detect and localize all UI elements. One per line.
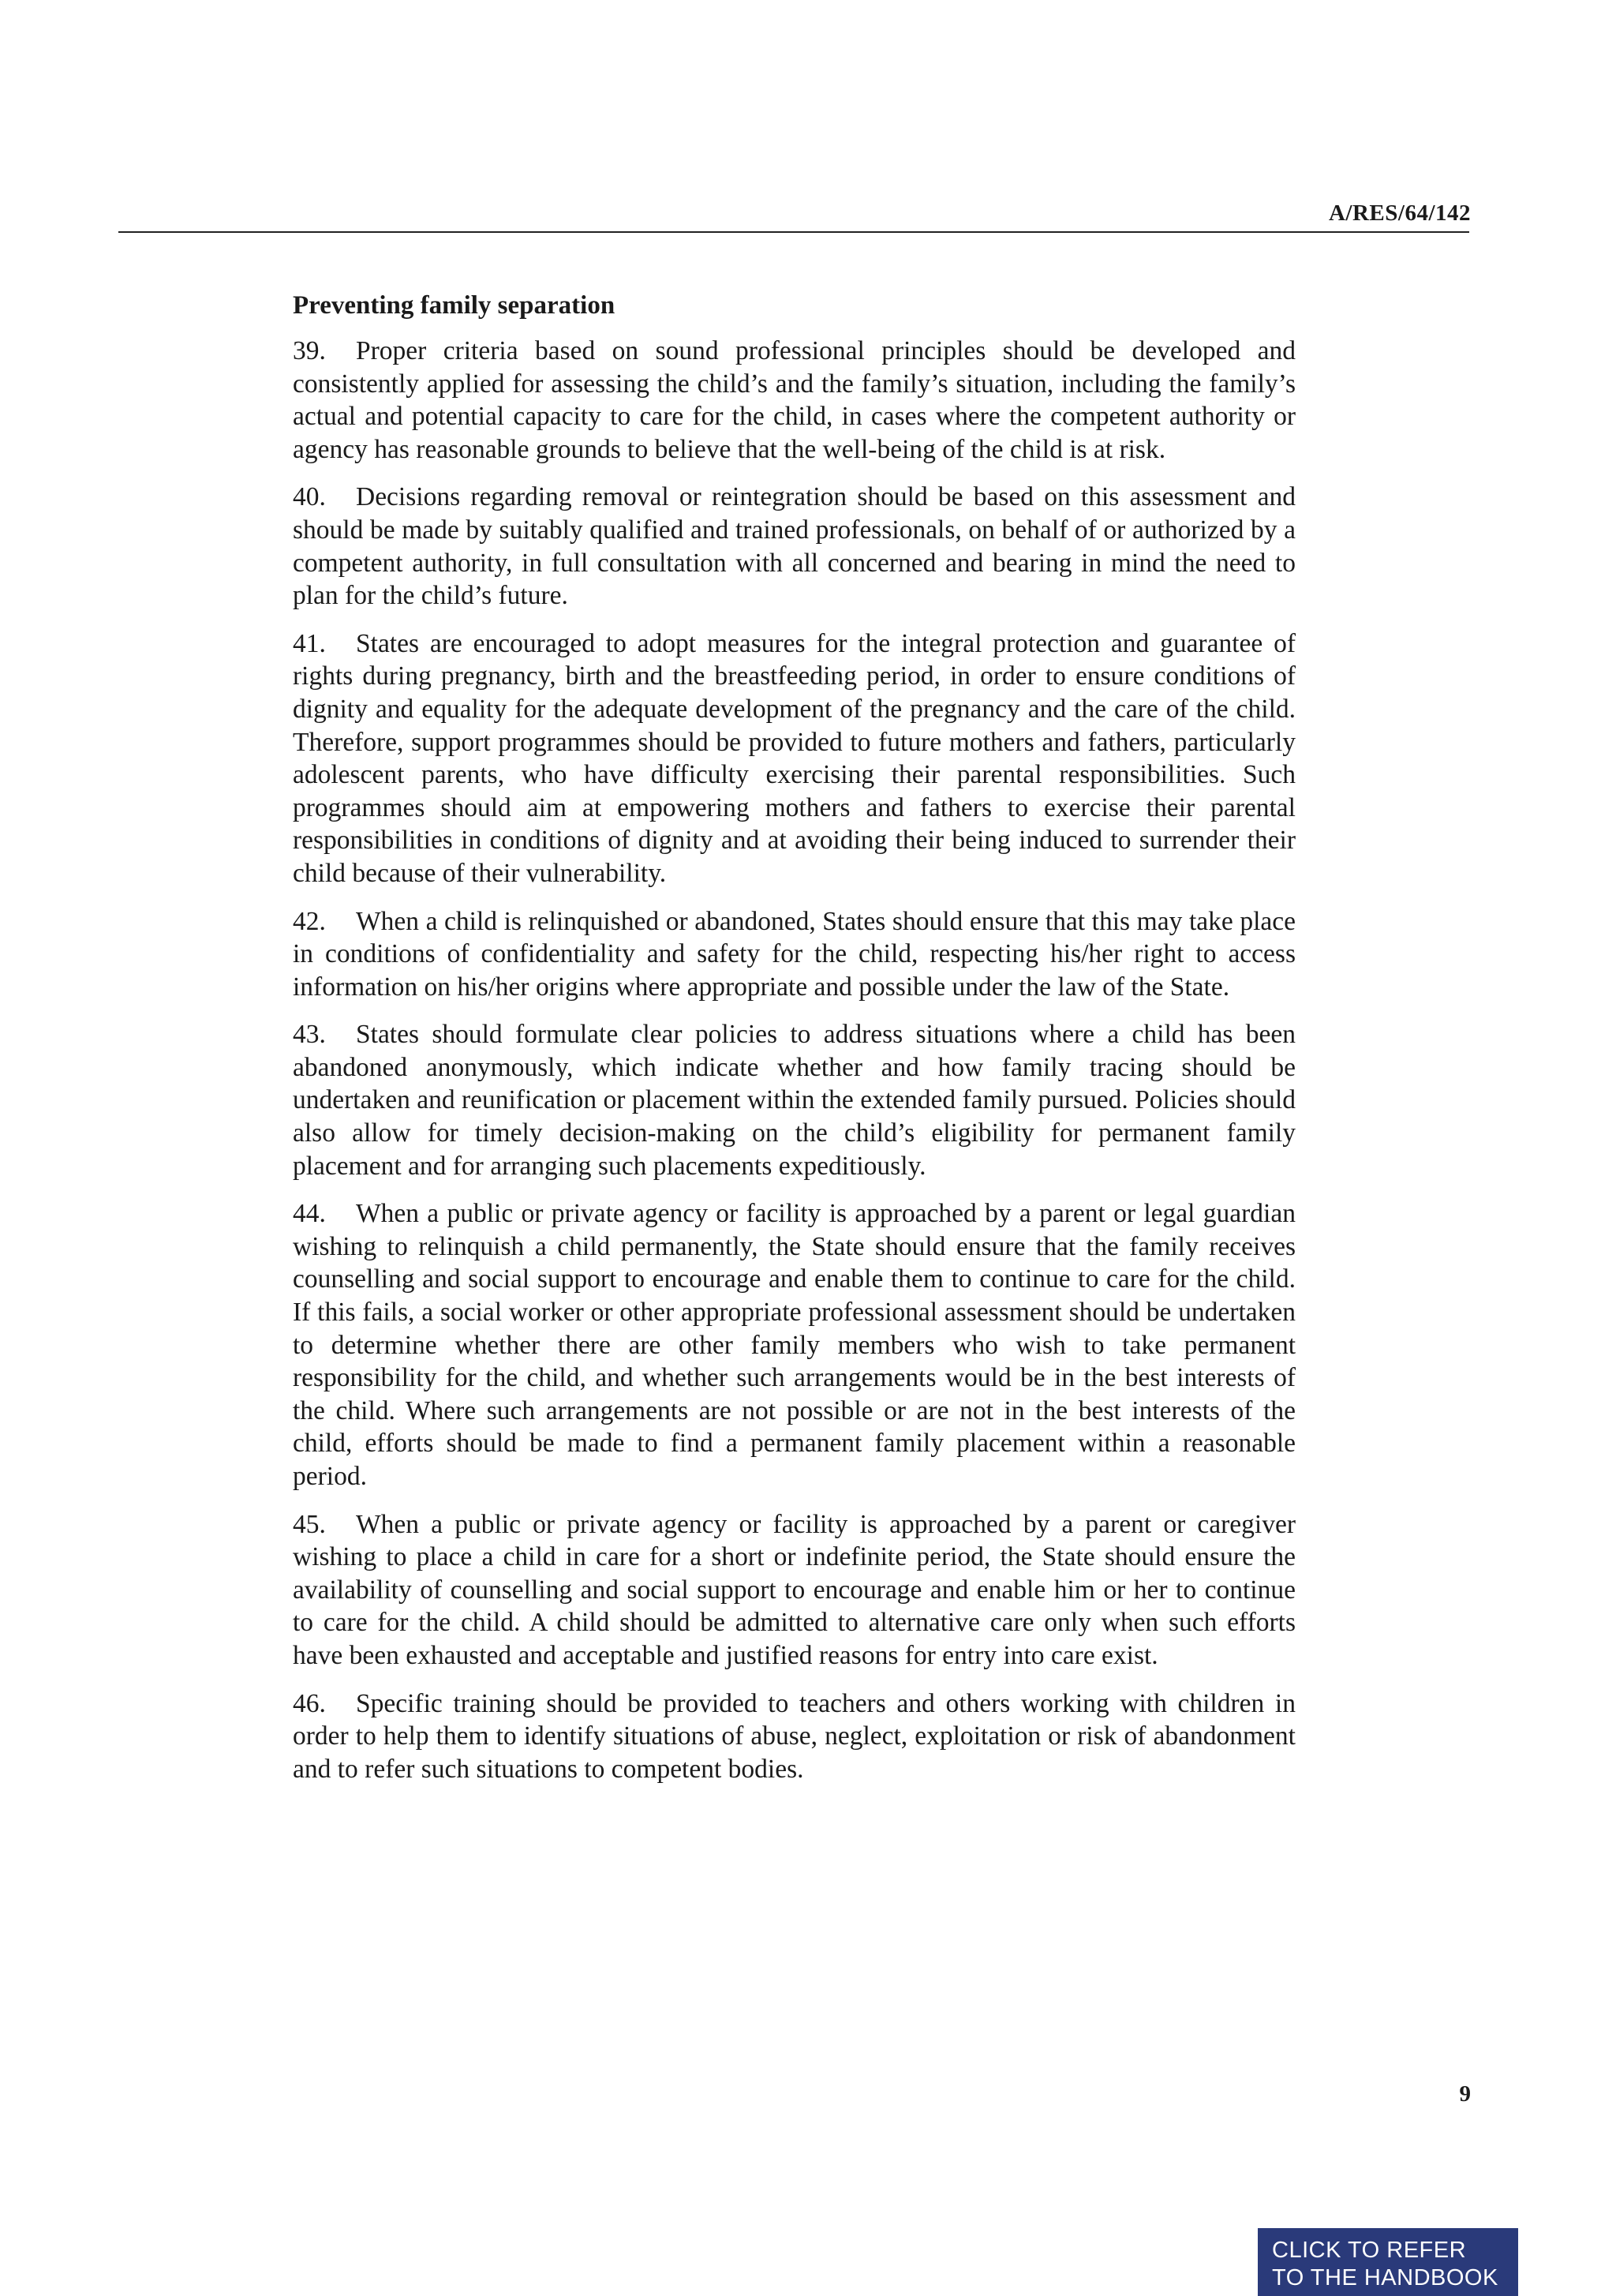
paragraph-text: When a public or private agency or facility is approached by a parent or caregiver wishing to place a child in care for a short or indefinite period, the State should ensure the availability of counselling and social support to encourage and enable him or her to continue to care for the child. A child should be admitted to alternative care only when such efforts have been exhausted and acceptable and justified reasons for entry into care exist. <box>293 1509 1296 1670</box>
paragraph-44 <box>293 1197 1296 1493</box>
paragraph-number: 46. <box>293 1688 326 1718</box>
paragraph-41 <box>293 627 1296 890</box>
paragraph-43 <box>293 1018 1296 1182</box>
paragraph-text: Proper criteria based on sound professional principles should be developed and consistently applied for assessing the child’s and the family’s situation, including the family’s actual and potential capacity to care for the child, in cases where the competent authority or agency has reasonable grounds to believe that the well-being of the child is at risk. <box>293 336 1296 464</box>
handbook-link-button[interactable] <box>1258 2228 1518 2296</box>
paragraph-number: 40. <box>293 482 326 512</box>
page-number: 9 <box>1459 2081 1471 2107</box>
paragraph-number: 39. <box>293 336 326 365</box>
paragraph-45 <box>293 1508 1296 1672</box>
page-content <box>293 289 1296 1800</box>
section-heading: Preventing family separation <box>293 291 615 320</box>
header-rule <box>118 231 1469 233</box>
paragraph-number: 43. <box>293 1020 326 1050</box>
paragraph-text: When a child is relinquished or abandoned, States should ensure that this may take place in conditions of confidentiality and safety for the child, respecting his/her right to access information on his/her origins where appropriate and possible under the law of the State. <box>293 906 1296 1002</box>
document-symbol: A/RES/64/142 <box>1328 200 1471 226</box>
handbook-button-line-1: CLICK TO REFER <box>1272 2238 1467 2263</box>
paragraph-text: States should formulate clear policies to address situations where a child has been abandoned anonymously, which indicate whether and how family tracing should be undertaken and reunification or placement within the extended family pursued. Policies should also allow for timely decision-making on the child’s eligibility for permanent family placement and for arranging such placements expeditiously. <box>293 1020 1296 1181</box>
paragraph-number: 42. <box>293 906 326 936</box>
paragraph-number: 44. <box>293 1199 326 1229</box>
paragraph-39 <box>293 335 1296 466</box>
paragraph-text: When a public or private agency or facility is approached by a parent or legal guardian wishing to relinquish a child permanently, the State should ensure that the family receives counselling and social support to encourage and enable them to continue to care for the child. If this fails, a social worker or other appropriate professional assessment should be undertaken to determine whether there are other family members who wish to take permanent responsibility for the child, and whether such arrangements would be in the best interests of the child. Where such arrangements are not possible or are not in the best interests of the child, efforts should be made to find a permanent family placement within a reasonable period. <box>293 1199 1296 1491</box>
handbook-button-line-2: TO THE HANDBOOK <box>1272 2265 1498 2290</box>
paragraph-text: Decisions regarding removal or reintegration should be based on this assessment and should be made by suitably qualified and trained professionals, on behalf of or authorized by a competent authority, in full consultation with all concerned and bearing in mind the need to plan for the child’s future. <box>293 482 1296 611</box>
paragraph-number: 45. <box>293 1509 326 1539</box>
paragraph-42 <box>293 905 1296 1004</box>
paragraph-number: 41. <box>293 628 326 658</box>
paragraph-text: States are encouraged to adopt measures for the integral protection and guarantee of rights during pregnancy, birth and the breastfeeding period, in order to ensure conditions of dignity and equality for the adequate development of the pregnancy and the care of the child. Therefore, support programmes should be provided to future mothers and fathers, particularly adolescent parents, who have difficulty exercising their parental responsibilities. Such programmes should aim at empowering mothers and fathers to exercise their parental responsibilities in conditions of dignity and at avoiding their being induced to surrender their child because of their vulnerability. <box>293 628 1296 888</box>
paragraph-40 <box>293 481 1296 612</box>
paragraph-46 <box>293 1687 1296 1786</box>
paragraph-text: Specific training should be provided to teachers and others working with children in order to help them to identify situations of abuse, neglect, exploitation or risk of abandonment and to refer such situations to competent bodies. <box>293 1688 1296 1784</box>
